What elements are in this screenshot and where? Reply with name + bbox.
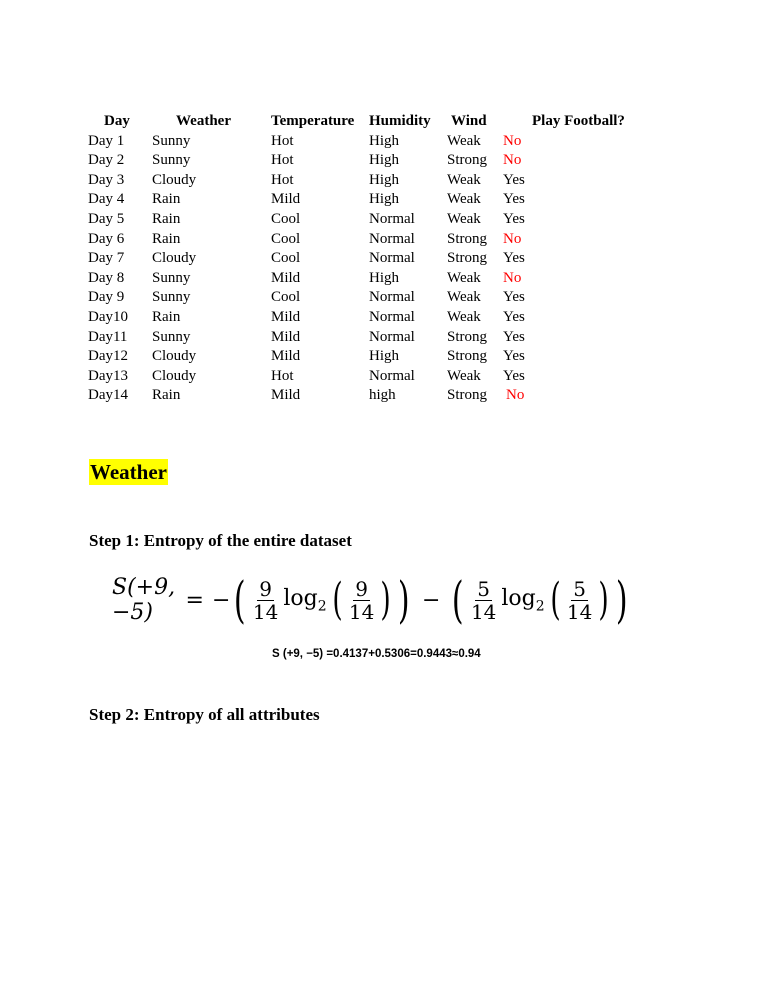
paren-close: ) xyxy=(616,571,629,629)
cell-play: No xyxy=(503,152,522,169)
cell-play: No xyxy=(503,230,522,247)
cell-temperature: Hot xyxy=(271,367,294,384)
header-weather: Weather xyxy=(176,113,231,129)
cell-weather: Cloudy xyxy=(152,250,197,267)
cell-day: Day 8 xyxy=(88,269,125,286)
cell-day: Day 6 xyxy=(88,230,125,247)
cell-play: Yes xyxy=(503,289,525,306)
formula-equals: = xyxy=(185,587,204,613)
cell-play: Yes xyxy=(503,191,525,208)
cell-temperature: Cool xyxy=(271,230,301,247)
header-play-football: Play Football? xyxy=(532,113,625,129)
cell-wind: Strong xyxy=(447,328,488,345)
cell-weather: Rain xyxy=(152,210,181,227)
cell-day: Day 1 xyxy=(88,132,125,149)
cell-wind: Weak xyxy=(447,367,481,384)
cell-wind: Weak xyxy=(447,289,481,306)
cell-day: Day 2 xyxy=(88,152,125,169)
cell-weather: Rain xyxy=(152,191,181,208)
cell-humidity: Normal xyxy=(369,250,415,267)
cell-wind: Strong xyxy=(447,152,488,169)
cell-play: Yes xyxy=(503,367,525,384)
cell-wind: Strong xyxy=(447,230,488,247)
cell-weather: Cloudy xyxy=(152,348,197,365)
cell-humidity: High xyxy=(369,348,399,365)
cell-day: Day13 xyxy=(88,367,128,384)
cell-weather: Rain xyxy=(152,387,181,404)
cell-wind: Strong xyxy=(447,250,488,267)
paren-close: ) xyxy=(398,571,411,629)
cell-humidity: Normal xyxy=(369,308,415,325)
cell-play: Yes xyxy=(503,348,525,365)
cell-temperature: Hot xyxy=(271,132,294,149)
cell-wind: Strong xyxy=(447,387,488,404)
cell-humidity: Normal xyxy=(369,367,415,384)
cell-play: No xyxy=(503,269,522,286)
cell-day: Day 3 xyxy=(88,171,125,188)
cell-play: Yes xyxy=(503,210,525,227)
paren-open: ( xyxy=(550,574,561,625)
header-day: Day xyxy=(104,113,130,129)
formula-lhs: S(+9, −5) xyxy=(112,575,176,625)
cell-humidity: high xyxy=(369,387,396,404)
cell-weather: Cloudy xyxy=(152,367,197,384)
cell-play: Yes xyxy=(503,171,525,188)
cell-day: Day11 xyxy=(88,328,128,345)
fraction-5-14: $\frac{5}{14}$ xyxy=(470,576,497,624)
section-heading-weather: Weather xyxy=(90,460,167,484)
cell-day: Day 7 xyxy=(88,250,125,267)
cell-play: No xyxy=(506,387,525,404)
fraction-9-14: $\frac{9}{14}$ xyxy=(252,576,279,624)
paren-open: ( xyxy=(452,571,465,629)
cell-temperature: Cool xyxy=(271,250,301,267)
cell-humidity: High xyxy=(369,171,399,188)
cell-day: Day 4 xyxy=(88,191,125,208)
cell-weather: Sunny xyxy=(152,289,191,306)
cell-temperature: Cool xyxy=(271,210,301,227)
cell-wind: Weak xyxy=(447,132,481,149)
fraction-5-14-arg: $\frac{5}{14}$ xyxy=(566,576,593,624)
cell-play: Yes xyxy=(503,328,525,345)
step2-heading: Step 2: Entropy of all attributes xyxy=(89,705,320,724)
cell-weather: Sunny xyxy=(152,152,191,169)
cell-temperature: Mild xyxy=(271,269,301,286)
cell-weather: Rain xyxy=(152,308,181,325)
cell-humidity: High xyxy=(369,132,399,149)
cell-temperature: Hot xyxy=(271,152,294,169)
cell-humidity: Normal xyxy=(369,210,415,227)
cell-play: No xyxy=(503,132,522,149)
cell-humidity: High xyxy=(369,191,399,208)
log2: $\log_2$ xyxy=(283,585,327,615)
cell-wind: Strong xyxy=(447,348,488,365)
cell-play: Yes xyxy=(503,308,525,325)
cell-temperature: Mild xyxy=(271,308,301,325)
paren-open: ( xyxy=(332,574,343,625)
fraction-9-14-arg: $\frac{9}{14}$ xyxy=(348,576,375,624)
cell-wind: Weak xyxy=(447,171,481,188)
cell-wind: Weak xyxy=(447,308,481,325)
formula-minus-2: − xyxy=(421,587,441,613)
header-wind: Wind xyxy=(451,113,487,129)
cell-day: Day 5 xyxy=(88,210,125,227)
paren-open: ( xyxy=(234,571,247,629)
header-temperature: Temperature xyxy=(271,113,355,129)
log2: $\log_2$ xyxy=(501,585,545,615)
cell-humidity: Normal xyxy=(369,230,415,247)
cell-day: Day10 xyxy=(88,308,128,325)
cell-weather: Sunny xyxy=(152,328,191,345)
cell-weather: Sunny xyxy=(152,269,191,286)
cell-temperature: Hot xyxy=(271,171,294,188)
cell-day: Day12 xyxy=(88,348,128,365)
cell-weather: Sunny xyxy=(152,132,191,149)
header-humidity: Humidity xyxy=(369,113,431,129)
cell-wind: Weak xyxy=(447,210,481,227)
cell-weather: Rain xyxy=(152,230,181,247)
cell-humidity: Normal xyxy=(369,328,415,345)
cell-temperature: Mild xyxy=(271,348,301,365)
paren-close: ) xyxy=(598,574,610,625)
formula-minus-1: − xyxy=(211,587,231,613)
cell-temperature: Mild xyxy=(271,328,301,345)
cell-humidity: Normal xyxy=(369,289,415,306)
cell-humidity: High xyxy=(369,269,399,286)
cell-wind: Weak xyxy=(447,269,481,286)
entropy-result: S (+9, −5) =0.4137+0.5306=0.9443≈0.94 xyxy=(272,648,481,660)
cell-day: Day 9 xyxy=(88,289,125,306)
cell-wind: Weak xyxy=(447,191,481,208)
entropy-formula xyxy=(112,568,632,632)
step1-heading: Step 1: Entropy of the entire dataset xyxy=(89,531,352,550)
paren-close: ) xyxy=(380,574,392,625)
cell-play: Yes xyxy=(503,250,525,267)
cell-temperature: Cool xyxy=(271,289,301,306)
cell-day: Day14 xyxy=(88,387,128,404)
cell-humidity: High xyxy=(369,152,399,169)
cell-temperature: Mild xyxy=(271,387,301,404)
cell-weather: Cloudy xyxy=(152,171,197,188)
cell-temperature: Mild xyxy=(271,191,301,208)
